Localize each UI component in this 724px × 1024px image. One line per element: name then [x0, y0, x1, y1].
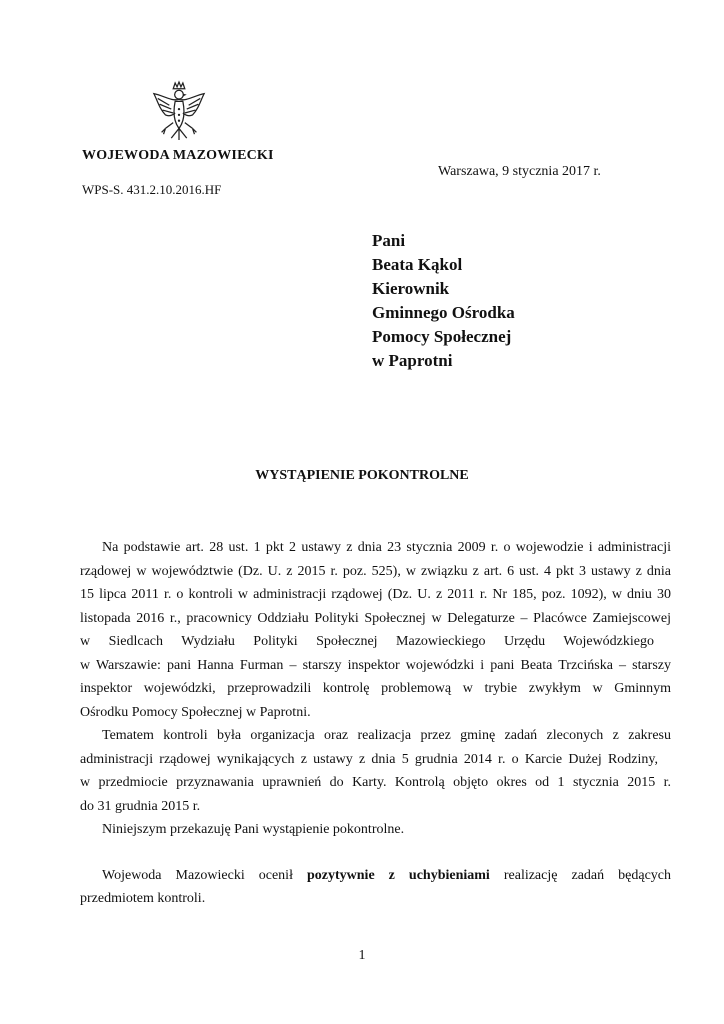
recipient-line: w Paprotni: [372, 351, 453, 370]
body-line: rządowej w województwie (Dz. U. z 2015 r. poz. 525), w związku z art. 6 ust. 4 pkt 3 ustawy z dnia: [80, 563, 671, 579]
body-line: Niniejszym przekazuję Pani wystąpienie pokontrolne.: [102, 822, 405, 837]
body-line: listopada 2016 r., pracownicy Oddziału Polityki Społecznej w Delegaturze – Placówce Zamiejscowej: [80, 610, 671, 626]
body-line: Ośrodku Pomocy Społecznej w Paprotni.: [80, 704, 311, 720]
recipient-line: Beata Kąkol: [372, 255, 463, 274]
body-line: administracji rządowej wynikających z ustawy z dnia 5 grudnia 2014 r. o Karcie Dużej Rodziny,: [80, 751, 658, 767]
body-line: w przedmiocie przyznawania uprawnień do Karty. Kontrolą objęto okres od 1 stycznia 2015 r.: [80, 775, 671, 790]
recipient-block: [372, 229, 515, 373]
recipient-line: Pani: [372, 231, 406, 250]
recipient-line: Pomocy Społecznej: [372, 327, 512, 346]
body-line: w Siedlcach Wydziału Polityki Społecznej Mazowieckiego Urzędu Wojewódzkiego: [80, 634, 654, 649]
assessment-result: pozytywnie z uchybieniami: [307, 867, 490, 883]
assessment-line: Wojewoda Mazowiecki ocenił pozytywnie z uchybieniami realizację zadań będących: [102, 867, 672, 883]
case-number: WPS-S. 431.2.10.2016.HF: [82, 182, 222, 197]
body-line: do 31 grudnia 2015 r.: [80, 798, 201, 814]
polish-eagle-emblem-icon: [150, 80, 208, 144]
recipient-line: Gminnego Ośrodka: [372, 303, 515, 322]
place-date: Warszawa, 9 stycznia 2017 r.: [438, 164, 601, 179]
document-title: WYSTĄPIENIE POKONTROLNE: [255, 468, 469, 483]
body-line: Tematem kontroli była organizacja oraz realizacja przez gminę zadań zleconych z zakresu: [102, 728, 671, 743]
document-body: [80, 536, 671, 911]
body-line: w Warszawie: pani Hanna Furman – starszy inspektor wojewódzki i pani Beata Trzcińska – starszy: [80, 657, 671, 673]
body-line: Na podstawie art. 28 ust. 1 pkt 2 ustawy z dnia 23 stycznia 2009 r. o wojewodzie i administracji: [102, 540, 671, 555]
recipient-line: Kierownik: [372, 279, 450, 298]
body-line: 15 lipca 2011 r. o kontroli w administracji rządowej (Dz. U. z 2011 r. Nr 185, poz. 1092), w dniu 30: [80, 587, 671, 602]
page-number: 1: [358, 948, 366, 963]
office-name: WOJEWODA MAZOWIECKI: [82, 148, 274, 163]
body-line: inspektor wojewódzki, przeprowadzili kontrolę problemową w trybie zwykłym w Gminnym: [80, 681, 671, 696]
body-line: przedmiotem kontroli.: [80, 891, 206, 906]
